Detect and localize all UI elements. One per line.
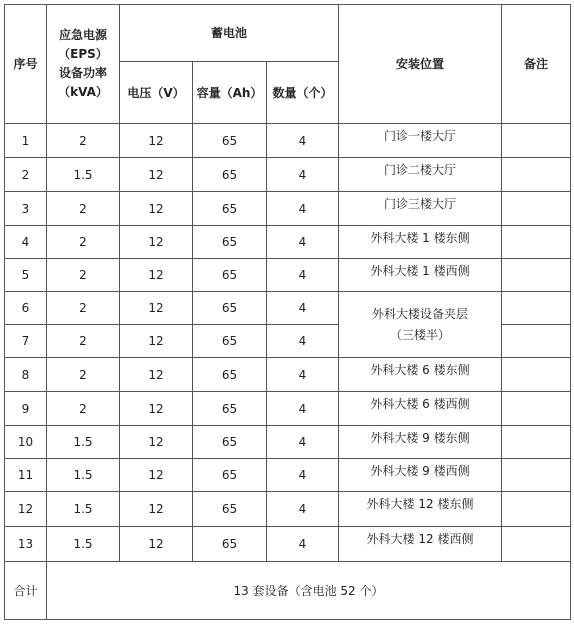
table-body: [5, 124, 571, 620]
cell-voltage: 12: [120, 158, 193, 192]
cell-quantity: 4: [267, 192, 339, 226]
cell-quantity: 4: [267, 492, 339, 527]
cell-capacity: 65: [193, 492, 267, 527]
location-line-2: （三楼半）: [389, 327, 450, 342]
header-location: 安装位置: [339, 5, 502, 124]
cell-voltage: 12: [120, 426, 193, 459]
cell-voltage: 12: [120, 292, 193, 325]
cell-quantity: 4: [267, 226, 339, 259]
cell-capacity: 65: [193, 158, 267, 192]
cell-quantity: 4: [267, 325, 339, 358]
total-summary: 13 套设备（含电池 52 个）: [47, 562, 571, 620]
cell-voltage: 12: [120, 358, 193, 392]
cell-capacity: 65: [193, 459, 267, 492]
location-line-1: 外科大楼设备夹层: [371, 306, 468, 321]
cell-remark: [502, 226, 571, 259]
cell-remark: [502, 259, 571, 292]
cell-index: 3: [5, 192, 47, 226]
cell-remark: [502, 158, 571, 192]
cell-voltage: 12: [120, 492, 193, 527]
cell-location: 外科大楼 9 楼西侧: [339, 459, 502, 492]
table-row: [5, 259, 571, 292]
cell-quantity: 4: [267, 358, 339, 392]
cell-quantity: 4: [267, 392, 339, 426]
cell-power: 2: [47, 358, 120, 392]
cell-quantity: 4: [267, 259, 339, 292]
cell-power: 2: [47, 392, 120, 426]
cell-remark: [502, 325, 571, 358]
cell-power: 2: [47, 192, 120, 226]
cell-index: 8: [5, 358, 47, 392]
cell-location: 外科大楼 12 楼西侧: [339, 527, 502, 562]
cell-quantity: 4: [267, 158, 339, 192]
cell-index: 1: [5, 124, 47, 158]
header-quantity: 数量（个）: [267, 62, 339, 124]
cell-index: 2: [5, 158, 47, 192]
cell-voltage: 12: [120, 124, 193, 158]
header-eps-line-3: 设备功率: [58, 66, 107, 80]
table-row: [5, 124, 571, 158]
header-index: 序号: [5, 5, 47, 124]
table-wrapper: [4, 4, 571, 620]
cell-voltage: 12: [120, 527, 193, 562]
cell-remark: [502, 192, 571, 226]
cell-location: 门诊一楼大厅: [339, 124, 502, 158]
header-eps-line-1: 应急电源: [58, 28, 107, 42]
header-eps-line-4: （kVA）: [58, 85, 108, 99]
cell-capacity: 65: [193, 392, 267, 426]
cell-remark: [502, 358, 571, 392]
cell-power: 1.5: [47, 426, 120, 459]
cell-index: 12: [5, 492, 47, 527]
header-capacity: 容量（Ah）: [193, 62, 267, 124]
cell-remark: [502, 292, 571, 325]
cell-power: 2: [47, 124, 120, 158]
cell-location: 外科大楼 12 楼东侧: [339, 492, 502, 527]
cell-capacity: 65: [193, 124, 267, 158]
cell-quantity: 4: [267, 527, 339, 562]
cell-remark: [502, 459, 571, 492]
total-row: [5, 562, 571, 620]
cell-voltage: 12: [120, 392, 193, 426]
cell-location: 外科大楼 9 楼东侧: [339, 426, 502, 459]
cell-remark: [502, 426, 571, 459]
cell-index: 5: [5, 259, 47, 292]
cell-location: 门诊三楼大厅: [339, 192, 502, 226]
total-label: 合计: [5, 562, 47, 620]
cell-index: 13: [5, 527, 47, 562]
eps-equipment-table: [4, 4, 571, 620]
header-eps-line-2: （EPS）: [58, 47, 108, 61]
cell-remark: [502, 392, 571, 426]
cell-index: 10: [5, 426, 47, 459]
header-eps-power: [47, 5, 120, 124]
cell-remark: [502, 492, 571, 527]
cell-capacity: 65: [193, 192, 267, 226]
cell-power: 1.5: [47, 527, 120, 562]
header-voltage: 电压（V）: [120, 62, 193, 124]
table-row: [5, 192, 571, 226]
cell-quantity: 4: [267, 459, 339, 492]
cell-index: 7: [5, 325, 47, 358]
table-row: [5, 226, 571, 259]
table-row: [5, 358, 571, 392]
cell-voltage: 12: [120, 459, 193, 492]
table-row: [5, 426, 571, 459]
cell-voltage: 12: [120, 325, 193, 358]
header-remark: 备注: [502, 5, 571, 124]
cell-quantity: 4: [267, 124, 339, 158]
table-header: [5, 5, 571, 124]
table-row: [5, 492, 571, 527]
cell-quantity: 4: [267, 426, 339, 459]
header-battery: 蓄电池: [120, 5, 339, 62]
cell-capacity: 65: [193, 259, 267, 292]
cell-voltage: 12: [120, 259, 193, 292]
cell-power: 2: [47, 226, 120, 259]
cell-remark: [502, 527, 571, 562]
table-row: [5, 292, 571, 325]
cell-power: 2: [47, 325, 120, 358]
cell-index: 9: [5, 392, 47, 426]
cell-location: 外科大楼 6 楼东侧: [339, 358, 502, 392]
cell-index: 11: [5, 459, 47, 492]
cell-quantity: 4: [267, 292, 339, 325]
cell-location: 外科大楼 1 楼东侧: [339, 226, 502, 259]
cell-capacity: 65: [193, 426, 267, 459]
cell-capacity: 65: [193, 527, 267, 562]
cell-power: 1.5: [47, 158, 120, 192]
cell-index: 6: [5, 292, 47, 325]
table-row: [5, 392, 571, 426]
cell-capacity: 65: [193, 358, 267, 392]
cell-location: 外科大楼 6 楼西侧: [339, 392, 502, 426]
cell-remark: [502, 124, 571, 158]
cell-power: 1.5: [47, 492, 120, 527]
cell-voltage: 12: [120, 192, 193, 226]
table-row: [5, 527, 571, 562]
table-row: [5, 158, 571, 192]
cell-power: 1.5: [47, 459, 120, 492]
table-row: [5, 459, 571, 492]
cell-location-merged: [339, 292, 502, 358]
cell-capacity: 65: [193, 325, 267, 358]
cell-index: 4: [5, 226, 47, 259]
cell-capacity: 65: [193, 226, 267, 259]
cell-capacity: 65: [193, 292, 267, 325]
cell-location: 外科大楼 1 楼西侧: [339, 259, 502, 292]
cell-power: 2: [47, 292, 120, 325]
cell-voltage: 12: [120, 226, 193, 259]
cell-location: 门诊二楼大厅: [339, 158, 502, 192]
cell-power: 2: [47, 259, 120, 292]
